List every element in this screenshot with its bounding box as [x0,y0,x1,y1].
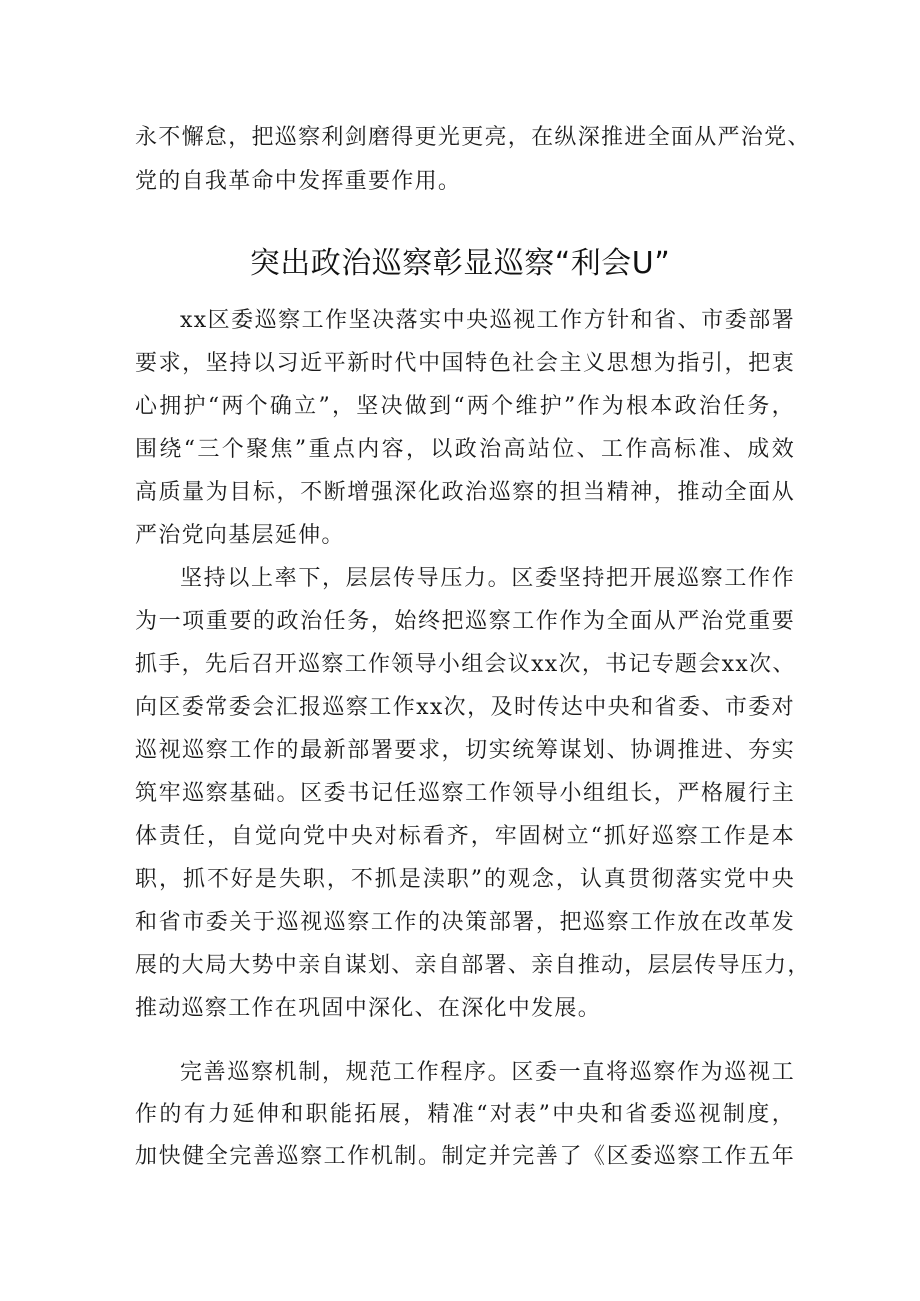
paragraph-line: 筑牢巡察基础。区委书记任巡察工作领导小组组长，严格履行主 [135,781,795,806]
paragraph-line: 要求，坚持以习近平新时代中国特色社会主义思想为指引，把衷 [135,351,795,376]
paragraph-line: 和省市委关于巡视巡察工作的决策部署，把巡察工作放在改革发 [135,910,795,935]
paragraph-line: 巡视巡察工作的最新部署要求，切实统筹谋划、协调推进、夯实 [135,738,795,763]
paragraph-line: 坚持以上率下，层层传导压力。区委坚持把开展巡察工作作 [180,566,795,591]
section-heading: 突出政治巡察彰显巡察“利会U” [249,246,671,281]
intro-line: 党的自我革命中发挥重要作用。 [135,169,462,194]
paragraph-line: 严治党向基层延伸。 [135,523,345,548]
intro-line: 永不懈怠，把巡察利剑磨得更光更亮，在纵深推进全面从严治党、 [135,125,811,150]
paragraph-line: 心拥护“两个确立”，坚决做到“两个维护”作为根本政治任务， [135,394,795,419]
paragraph-line: 围绕“三个聚焦”重点内容，以政治高站位、工作高标准、成效 [135,437,795,462]
paragraph-line: 加快健全完善巡察工作机制。制定并完善了《区委巡察工作五年 [135,1144,795,1169]
paragraph-line: 抓手，先后召开巡察工作领导小组会议xx次，书记专题会xx次、 [135,652,796,677]
paragraph-line: 展的大局大势中亲自谋划、亲自部署、亲自推动，层层传导压力， [135,953,811,978]
paragraph-line: 完善巡察机制，规范工作程序。区委一直将巡察作为巡视工 [180,1060,795,1085]
paragraph-line: 体责任，自觉向党中央对标看齐，牢固树立“抓好巡察工作是本 [135,824,795,849]
paragraph-line: 推动巡察工作在巩固中深化、在深化中发展。 [135,996,602,1021]
paragraph-line: 作的有力延伸和职能拓展，精准“对表”中央和省委巡视制度， [135,1102,795,1127]
paragraph-line: 为一项重要的政治任务，始终把巡察工作作为全面从严治党重要 [135,609,795,634]
paragraph-line: 高质量为目标，不断增强深化政治巡察的担当精神，推动全面从 [135,480,795,505]
paragraph-line: 向区委常委会汇报巡察工作xx次，及时传达中央和省委、市委对 [135,695,795,720]
paragraph-line: xx区委巡察工作坚决落实中央巡视工作方针和省、市委部署 [180,308,795,333]
paragraph-line: 职，抓不好是失职，不抓是渎职”的观念，认真贯彻落实党中央 [135,867,795,892]
